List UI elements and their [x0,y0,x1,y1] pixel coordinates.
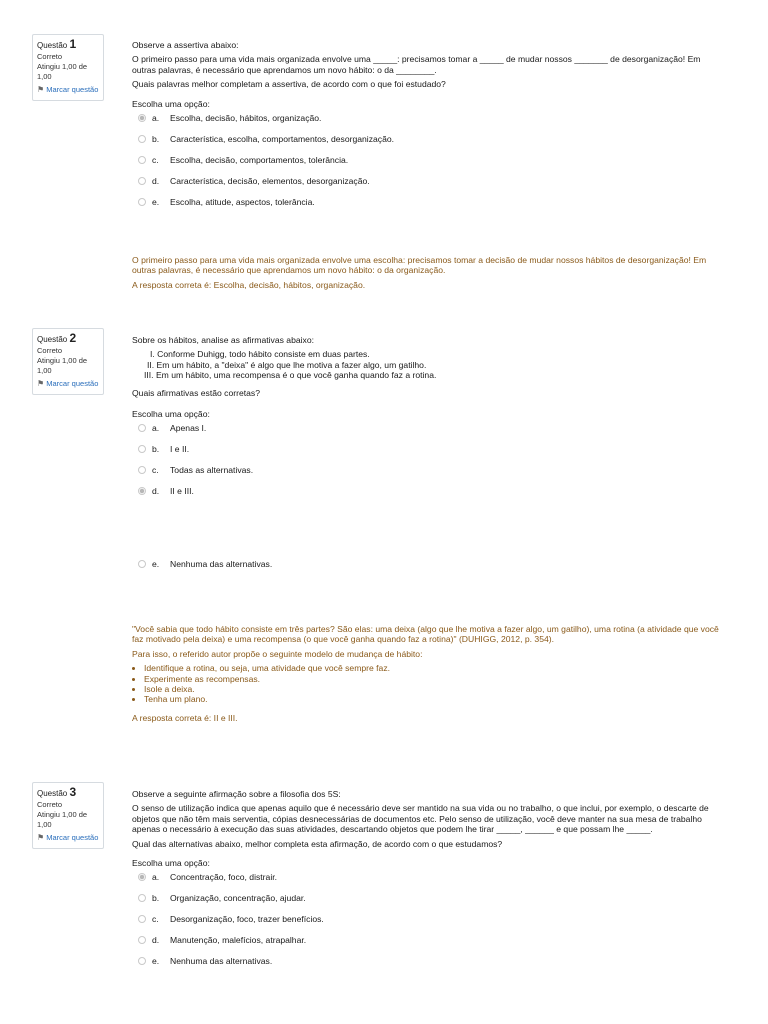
radio-button[interactable] [138,177,146,185]
list-item: • Isole a deixa. [144,684,722,694]
statements-list [132,349,722,380]
flag-icon: ⚑ [37,833,45,842]
question-statement: O primeiro passo para uma vida mais organizada envolve uma _____: precisamos tomar a _____ de mudar nossos _______ de desorganização! Em outras palavras, é necessário que aprendamos um novo hábito: o da ________. [132,54,701,75]
flag-icon: ⚑ [37,379,45,388]
option[interactable]: c. Desorganização, foco, trazer benefícios. [132,913,722,934]
option-label: Manutenção, malefícios, atrapalhar. [170,935,307,946]
option[interactable]: e. Nenhuma das alternativas. [132,558,722,579]
option[interactable]: e. Escolha, atitude, aspectos, tolerância. [132,196,722,217]
radio-button[interactable] [138,466,146,474]
feedback-text: O primeiro passo para uma vida mais organizada envolve uma escolha: precisamos tomar a decisão de mudar nossos hábitos de desorganização! Em outras palavras, é necessário que aprendamos um novo hábito: o da organização. [132,255,707,276]
option[interactable]: d. Manutenção, malefícios, atrapalhar. [132,934,722,955]
question-content-1 [132,40,722,217]
habit-steps-list [132,663,722,705]
statement-item: I. Conforme Duhigg, todo hábito consiste em duas partes. [150,349,370,360]
question-number: Questão 3 [37,785,77,799]
radio-button[interactable] [138,198,146,206]
radio-button[interactable] [138,156,146,164]
flag-question-link[interactable]: ⚑ Marcar questão [37,379,99,388]
options-list [132,871,722,976]
statement-item: III. Em um hábito, uma recompensa é o que você ganha quando faz a rotina. [144,370,437,381]
list-item: • Experimente as recompensas. [144,674,722,684]
option-label: Apenas I. [170,423,207,434]
question-grade: Atingiu 1,00 de 1,00 [37,62,88,81]
radio-button[interactable] [138,957,146,965]
choose-label: Escolha uma opção: [132,409,210,420]
radio-button[interactable] [138,894,146,902]
question-text: Sobre os hábitos, analise as afirmativas abaixo: [132,335,315,345]
question-prompt: Quais afirmativas estão corretas? [132,387,261,398]
question-info-3 [32,782,104,849]
question-text: Observe a seguinte afirmação sobre a filosofia dos 5S: [132,789,341,799]
radio-button[interactable] [138,936,146,944]
option[interactable]: d. Característica, decisão, elementos, desorganização. [132,175,722,196]
question-content-2 [132,335,722,579]
question-state: Correto [37,346,63,355]
feedback-intro: Para isso, o referido autor propõe o seguinte modelo de mudança de hábito: [132,648,423,659]
option-label: Organização, concentração, ajudar. [170,893,306,904]
radio-button[interactable] [138,560,146,568]
option[interactable]: a. Concentração, foco, distrair. [132,871,722,892]
option-label: Desorganização, foco, trazer benefícios. [170,914,324,925]
flag-question-link[interactable]: ⚑ Marcar questão [37,833,99,842]
feedback-2 [132,624,722,723]
option-label: Nenhuma das alternativas. [170,956,273,967]
correct-answer: A resposta correta é: II e III. [132,712,238,723]
option[interactable]: e. Nenhuma das alternativas. [132,955,722,976]
radio-button[interactable] [138,915,146,923]
choose-label: Escolha uma opção: [132,98,210,109]
radio-button[interactable] [138,487,146,495]
question-number: Questão 2 [37,331,77,345]
option[interactable]: b. Organização, concentração, ajudar. [132,892,722,913]
option[interactable]: b. I e II. [132,443,722,464]
option[interactable]: a. Apenas I. [132,422,722,443]
radio-button[interactable] [138,424,146,432]
option-label: Concentração, foco, distrair. [170,872,277,883]
option-label: Escolha, decisão, hábitos, organização. [170,113,322,124]
option-label: Característica, decisão, elementos, desorganização. [170,176,370,187]
feedback-text: "Você sabia que todo hábito consiste em três partes? São elas: uma deixa (algo que lhe motiva a fazer algo, um gatilho), uma rotina (a atividade que você faz motivado pela deixa) e uma recompensa (o que você ganha quando faz a rotina)" (DUHIGG, 2012, p. 354). [132,624,719,645]
question-statement: O senso de utilização indica que apenas aquilo que é necessário deve ser mantido na sua vida ou no trabalho, o que inclui, por exemplo, o descarte de objetos que não têm mais serventia, cópias desnecessárias de documentos etc. Pelo senso de utilização, você deve manter na sua mesa de trabalho apenas o necessário à execução das suas atividades, descartando objetos que podem lhe tirar _____, ______ e que possam lhe _____. [132,803,709,835]
correct-answer: A resposta correta é: Escolha, decisão, hábitos, organização. [132,279,366,290]
feedback-1 [132,255,722,290]
radio-button[interactable] [138,135,146,143]
radio-button[interactable] [138,445,146,453]
radio-button[interactable] [138,873,146,881]
option-label: Todas as alternativas. [170,465,254,476]
option[interactable]: c. Escolha, decisão, comportamentos, tolerância. [132,154,722,175]
question-grade: Atingiu 1,00 de 1,00 [37,356,88,375]
radio-button[interactable] [138,114,146,122]
option-label: Característica, escolha, comportamentos, desorganização. [170,134,395,145]
question-number: Questão 1 [37,37,77,51]
option[interactable]: c. Todas as alternativas. [132,464,722,485]
question-state: Correto [37,800,63,809]
option-label: Nenhuma das alternativas. [170,559,273,570]
question-content-3 [132,789,722,976]
question-text: Observe a assertiva abaixo: [132,40,239,50]
option-label: Escolha, decisão, comportamentos, tolerância. [170,155,349,166]
list-item: • Identifique a rotina, ou seja, uma atividade que você sempre faz. [144,663,722,673]
options-list [132,422,722,579]
question-info-2 [32,328,104,395]
option-label: II e III. [170,486,194,497]
options-list [132,112,722,217]
flag-question-link[interactable]: ⚑ Marcar questão [37,85,99,94]
question-prompt: Quais palavras melhor completam a assertiva, de acordo com o que foi estudado? [132,79,446,90]
question-prompt: Qual das alternativas abaixo, melhor completa esta afirmação, de acordo com o que estudamos? [132,838,503,849]
option-label: I e II. [170,444,190,455]
question-state: Correto [37,52,63,61]
list-item: • Tenha um plano. [144,694,722,704]
statement-item: II. Em um hábito, a "deixa" é algo que lhe motiva a fazer algo, um gatilho. [147,359,427,370]
option-label: Escolha, atitude, aspectos, tolerância. [170,197,315,208]
option[interactable]: b. Característica, escolha, comportamentos, desorganização. [132,133,722,154]
question-info-1 [32,34,104,101]
flag-icon: ⚑ [37,85,45,94]
option[interactable]: a. Escolha, decisão, hábitos, organização. [132,112,722,133]
option[interactable]: d. II e III. [132,485,722,558]
choose-label: Escolha uma opção: [132,858,210,869]
question-grade: Atingiu 1,00 de 1,00 [37,810,88,829]
